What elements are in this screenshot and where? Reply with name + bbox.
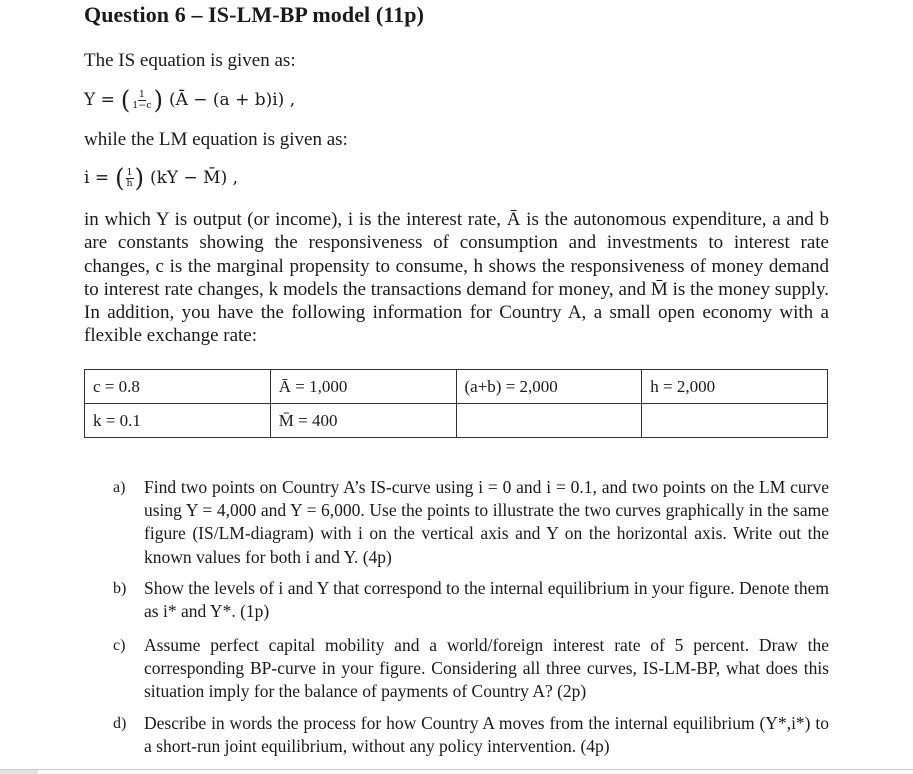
table-cell: M̄ = 400 [270,404,456,438]
table-cell: (a+b) = 2,000 [456,370,642,404]
table-cell: h = 2,000 [642,370,828,404]
question-label: b) [113,580,127,597]
question-a [113,476,829,569]
lm-equation-lhs: i = [84,168,110,188]
is-equation-fraction [131,90,152,111]
lm-intro: while the LM equation is given as: [84,129,348,150]
question-label: d) [113,715,127,732]
table-cell: c = 0.8 [85,370,271,404]
parameter-table [84,369,828,438]
is-intro: The IS equation is given as: [84,50,296,71]
is-fraction-denominator: 1−c [132,99,152,111]
table-row [85,370,828,404]
question-b [113,577,829,623]
is-equation-rhs: (Ā − (a + b)i) , [168,90,296,110]
lm-equation: i = ( $\frac{1}{h}$ ) (kY − M̄) , [84,163,239,193]
table-cell: k = 0.1 [85,404,271,438]
question-text: Assume perfect capital mobility and a world/foreign interest rate of 5 percent. Draw the corresponding BP-curve in your figure. Considering all three curves, IS-LM-BP, what does this situation imply for the balance of payments of Country A? (2p) [144,635,829,702]
table-cell [456,404,642,438]
question-d [113,712,829,758]
lm-equation-rhs: (kY − M̄) , [149,168,239,188]
is-equation-lhs: Y = [84,90,115,110]
question-c [113,634,829,704]
variable-description: in which Y is output (or income), i is the interest rate, Ā is the autonomous expenditure, a and b are constants showing the responsiveness of consumption and investments to interest rate changes, c is the marginal propensity to consume, h shows the responsiveness of money demand to interest rate changes, k models the transactions demand for money, and M̄ is the money supply. In addition, you have the following information for Country A, a small open economy with a flexible exchange rate: [84,209,829,347]
table-row [85,404,828,438]
question-label: a) [113,479,126,496]
lm-fraction-numerator: 1 [126,166,133,178]
table-cell: Ā = 1,000 [270,370,456,404]
question-text: Find two points on Country A’s IS-curve using i = 0 and i = 0.1, and two points on the LM curve using Y = 4,000 and Y = 6,000. Use the points to illustrate the two curves graphically in the same figure (IS/LM-diagram) with i on the vertical axis and Y on the horizontal axis. Write out the known values for both i and Y. (4p) [144,477,829,567]
question-label: c) [113,637,126,654]
table-cell [642,404,828,438]
question-text: Show the levels of i and Y that correspond to the internal equilibrium in your figure. Denote them as i* and Y*. (1p) [144,578,829,622]
question-text: Describe in words the process for how Country A moves from the internal equilibrium (Y*,i*) to a short-run joint equilibrium, without any policy intervention. (4p) [144,713,829,757]
lm-equation-fraction [125,168,133,189]
question-title: Question 6 – IS-LM-BP model (11p) [84,2,425,27]
is-fraction-numerator: 1 [138,88,145,100]
page-bottom-marker [0,770,38,774]
is-equation: Y = ( $\frac{1}{1-c}$ ) (Ā − (a + b)i) , [84,85,296,115]
lm-fraction-denominator: h [126,177,133,189]
page-bottom-divider [0,769,913,770]
